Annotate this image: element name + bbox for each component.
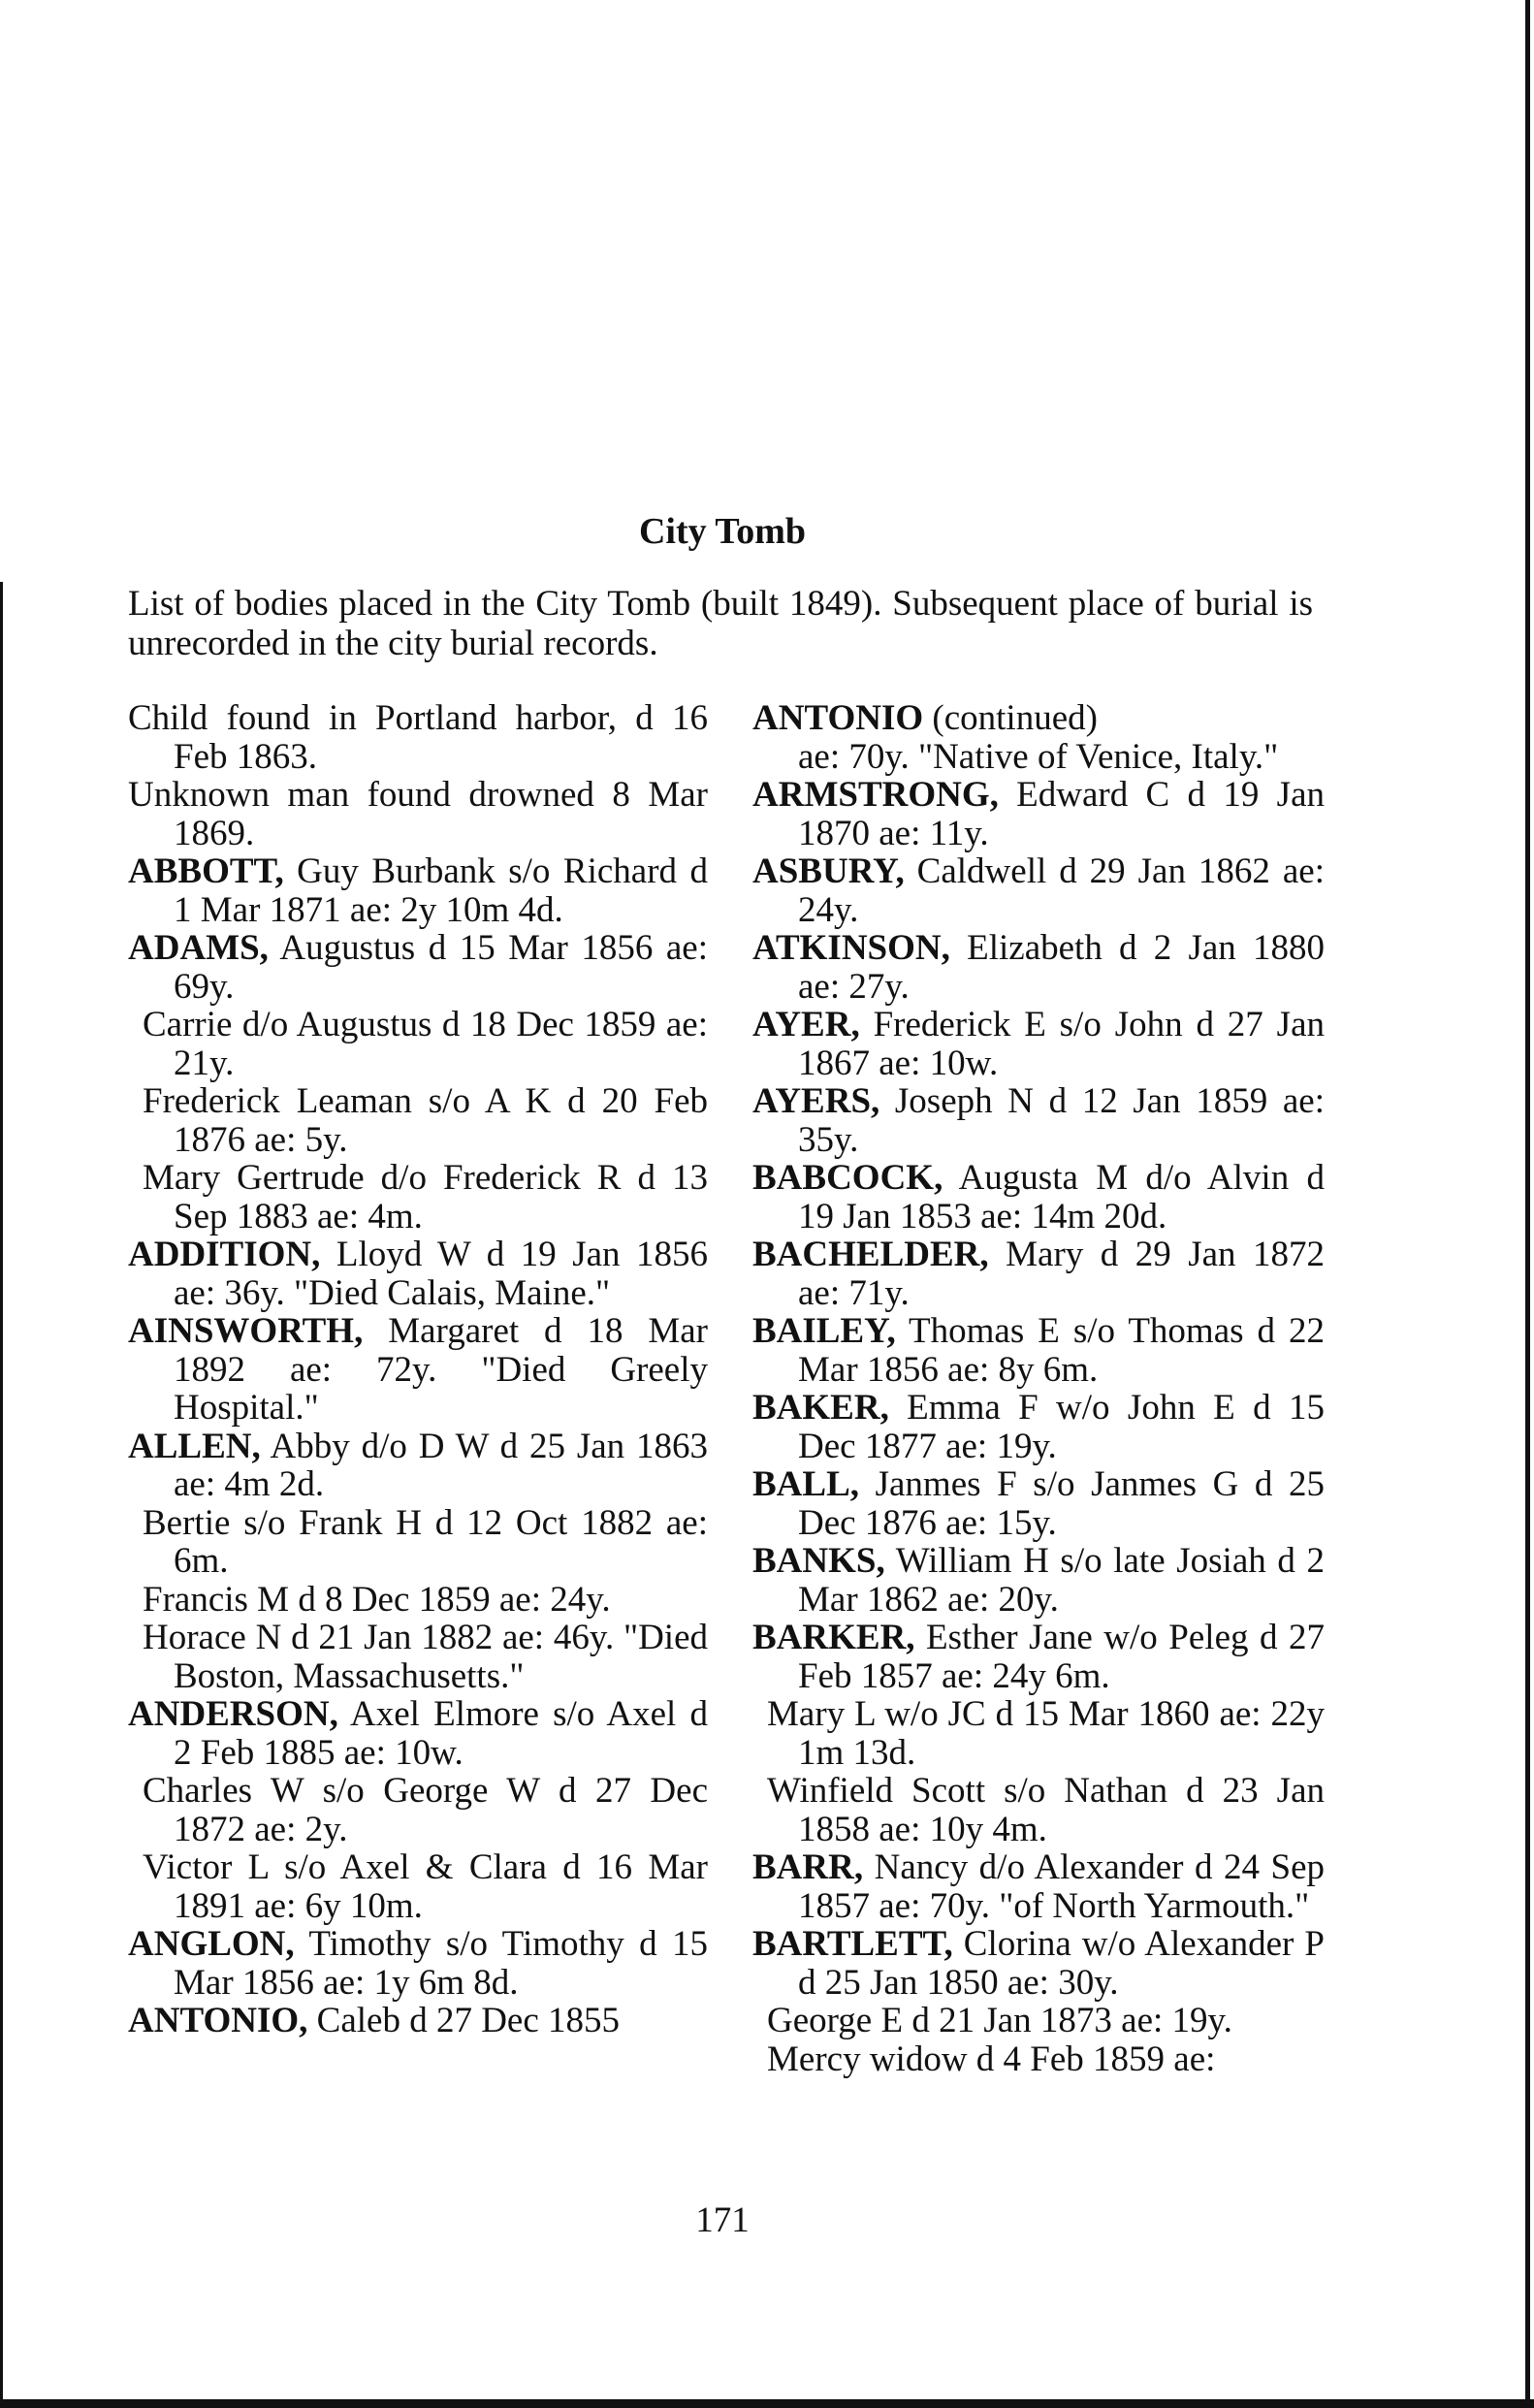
list-item: Francis M d 8 Dec 1859 ae: 24y. — [143, 1579, 611, 1620]
list-item: Charles W s/o George W d 27 Dec 1872 ae: 2y. — [143, 1771, 708, 1849]
surname: ANTONIO, — [128, 2001, 308, 2040]
list-item: ae: 70y. "Native of Venice, Italy." — [798, 736, 1279, 777]
list-item: ATKINSON, Elizabeth d 2 Jan 1880 ae: 27y. — [752, 928, 1325, 1007]
list-item: Mary Gertrude d/o Frederick R d 13 Sep 1883 ae: 4m. — [143, 1158, 708, 1236]
surname: BARR, — [752, 1847, 864, 1887]
surname: ARMSTRONG, — [752, 775, 999, 815]
list-item: AINSWORTH, Margaret d 18 Mar 1892 ae: 72y. "Died Greely Hospital." — [128, 1311, 708, 1428]
list-item: ADDITION, Lloyd W d 19 Jan 1856 ae: 36y. "Died Calais, Maine." — [128, 1235, 708, 1313]
surname: BANKS, — [752, 1541, 885, 1581]
page-title: City Tomb — [638, 511, 807, 552]
list-item: Frederick Leaman s/o A K d 20 Feb 1876 ae: 5y. — [143, 1081, 708, 1160]
intro-paragraph: List of bodies placed in the City Tomb (built 1849). Subsequent place of burial is unrecorded in the city burial records. — [128, 584, 1313, 663]
list-item: AYER, Frederick E s/o John d 27 Jan 1867 ae: 10w. — [752, 1005, 1325, 1083]
left-column — [128, 699, 708, 2040]
list-item: Winfield Scott s/o Nathan d 23 Jan 1858 ae: 10y 4m. — [767, 1771, 1325, 1849]
list-item: Victor L s/o Axel & Clara d 16 Mar 1891 ae: 6y 10m. — [143, 1847, 708, 1926]
list-item: ANDERSON, Axel Elmore s/o Axel d 2 Feb 1885 ae: 10w. — [128, 1694, 708, 1773]
surname: AYER, — [752, 1005, 860, 1044]
surname: ABBOTT, — [128, 851, 284, 891]
list-item: Unknown man found drowned 8 Mar 1869. — [128, 775, 708, 853]
list-item: ANGLON, Timothy s/o Timothy d 15 Mar 1856 ae: 1y 6m 8d. — [128, 1924, 708, 2003]
surname: AYERS, — [752, 1081, 880, 1121]
page-edge-left — [0, 582, 3, 2408]
surname: ADAMS, — [128, 928, 269, 968]
surname: ANGLON, — [128, 1924, 295, 1964]
list-item: BABCOCK, Augusta M d/o Alvin d 19 Jan 1853 ae: 14m 20d. — [752, 1158, 1325, 1236]
list-item: AYERS, Joseph N d 12 Jan 1859 ae: 35y. — [752, 1081, 1325, 1160]
list-item: George E d 21 Jan 1873 ae: 19y. — [767, 2001, 1232, 2040]
list-item: ANTONIO (continued) — [752, 698, 1098, 738]
page-edge-right — [1525, 0, 1530, 2408]
surname: BALL, — [752, 1464, 860, 1504]
surname: ANTONIO — [752, 698, 924, 738]
list-item: ADAMS, Augustus d 15 Mar 1856 ae: 69y. — [128, 928, 708, 1007]
list-item: Horace N d 21 Jan 1882 ae: 46y. "Died Boston, Massachusetts." — [143, 1618, 708, 1696]
page-number: 171 — [695, 2200, 750, 2240]
list-item: ASBURY, Caldwell d 29 Jan 1862 ae: 24y. — [752, 851, 1325, 930]
surname: BAILEY, — [752, 1311, 896, 1351]
surname: BARTLETT, — [752, 1924, 953, 1964]
right-column — [752, 699, 1325, 2078]
surname: ASBURY, — [752, 851, 905, 891]
list-item: BACHELDER, Mary d 29 Jan 1872 ae: 71y. — [752, 1235, 1325, 1313]
list-item: ALLEN, Abby d/o D W d 25 Jan 1863 ae: 4m 2d. — [128, 1426, 708, 1504]
list-item: BARTLETT, Clorina w/o Alexander P d 25 Jan 1850 ae: 30y. — [752, 1924, 1325, 2003]
list-item: BALL, Janmes F s/o Janmes G d 25 Dec 1876 ae: 15y. — [752, 1464, 1325, 1543]
list-item: BAILEY, Thomas E s/o Thomas d 22 Mar 1856 ae: 8y 6m. — [752, 1311, 1325, 1390]
surname: BACHELDER, — [752, 1235, 989, 1274]
list-item: BANKS, William H s/o late Josiah d 2 Mar 1862 ae: 20y. — [752, 1541, 1325, 1620]
list-item: ABBOTT, Guy Burbank s/o Richard d 1 Mar 1871 ae: 2y 10m 4d. — [128, 851, 708, 930]
page-edge-bottom — [0, 2399, 1534, 2408]
surname: ANDERSON, — [128, 1694, 338, 1734]
list-item: Mercy widow d 4 Feb 1859 ae: — [767, 2039, 1216, 2079]
list-item: BARR, Nancy d/o Alexander d 24 Sep 1857 ae: 70y. "of North Yarmouth." — [752, 1847, 1325, 1926]
list-item: BAKER, Emma F w/o John E d 15 Dec 1877 ae: 19y. — [752, 1388, 1325, 1466]
list-item: BARKER, Esther Jane w/o Peleg d 27 Feb 1857 ae: 24y 6m. — [752, 1618, 1325, 1696]
surname: BAKER, — [752, 1388, 889, 1428]
list-item: Bertie s/o Frank H d 12 Oct 1882 ae: 6m. — [143, 1502, 708, 1581]
surname: AINSWORTH, — [128, 1311, 364, 1351]
surname: ATKINSON, — [752, 928, 950, 968]
surname: ALLEN, — [128, 1426, 261, 1466]
list-item: ANTONIO, Caleb d 27 Dec 1855 — [128, 2001, 621, 2040]
list-item: Mary L w/o JC d 15 Mar 1860 ae: 22y 1m 13d. — [767, 1694, 1325, 1773]
list-item: ARMSTRONG, Edward C d 19 Jan 1870 ae: 11y. — [752, 775, 1325, 853]
surname: BABCOCK, — [752, 1158, 943, 1198]
surname: ADDITION, — [128, 1235, 321, 1274]
list-item: Carrie d/o Augustus d 18 Dec 1859 ae: 21y. — [143, 1005, 708, 1083]
surname: BARKER, — [752, 1618, 915, 1657]
list-item: Child found in Portland harbor, d 16 Feb 1863. — [128, 698, 708, 777]
